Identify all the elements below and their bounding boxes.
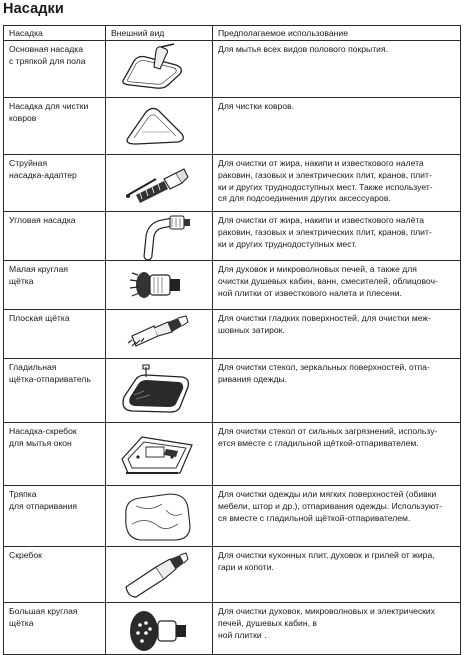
accessories-table (3, 25, 461, 655)
row-usage: Для мытья всех видов полового покрытия. (213, 41, 461, 98)
row-appearance (106, 155, 213, 212)
row-appearance (106, 359, 213, 423)
row-name: Струйная насадка-адаптер (4, 155, 106, 212)
table-row (4, 98, 461, 155)
row-appearance (106, 310, 213, 359)
row-name: Плоская щётка (4, 310, 106, 359)
row-appearance (106, 212, 213, 261)
row-usage: Для очистки от жира, накипи и известкового налета раковин, газовых и электрических плит, кранов, плит- ки и других труднодоступных мест. Также использует- ся для подсоединения других аксессуаров. (213, 155, 461, 212)
watermark-blur (320, 628, 460, 654)
page-title: Насадки (3, 1, 64, 17)
row-usage: Для очистки духовок, микроволновых и электрических печей, душевых кабин, в ной плитки . (213, 603, 461, 655)
row-appearance (106, 98, 213, 155)
table-row (4, 310, 461, 359)
table-header-row (4, 26, 461, 41)
row-appearance (106, 486, 213, 547)
header-nozzle: Насадка (4, 26, 106, 41)
row-appearance (106, 547, 213, 603)
row-usage: Для очистки стекол от сильных загрязнений, использу- ется вместе с гладильной щёткой-отпаривателем. (213, 423, 461, 486)
table-row (4, 212, 461, 261)
table-row (4, 603, 461, 655)
row-name: Большая круглая щётка (4, 603, 106, 655)
table-row (4, 155, 461, 212)
row-usage: Для чистки ковров. (213, 98, 461, 155)
header-appearance: Внешний вид (106, 26, 213, 41)
row-usage: Для духовок и микроволновых печей, а также для очистки душевых кабин, ванн, смесителей, облицовоч- ной плитки от известкового налета и плесени. (213, 261, 461, 310)
row-appearance (106, 41, 213, 98)
row-usage: Для очистки стекол, зеркальных поверхностей, отпа- ривания одежды. (213, 359, 461, 423)
row-usage: Для очистки кухонных плит, духовок и грилей от жира, гари и копоти. (213, 547, 461, 603)
row-name: Угловая насадка (4, 212, 106, 261)
table-row (4, 486, 461, 547)
table-row (4, 261, 461, 310)
row-usage: Для очистки одежды или мягких поверхностей (обивки мебели, штор и др.), отпаривания одежды. Используют- ся вместе с гладильной щёткой-отпаривателем. (213, 486, 461, 547)
row-name: Основная насадка с тряпкой для пола (4, 41, 106, 98)
row-name: Малая круглая щётка (4, 261, 106, 310)
row-usage: Для очистки гладких поверхностей, для очистки меж- шовных затирок. (213, 310, 461, 359)
row-name: Скребок (4, 547, 106, 603)
row-name: Гладильная щётка-отпариватель (4, 359, 106, 423)
row-appearance (106, 603, 213, 655)
row-appearance (106, 423, 213, 486)
table-row (4, 41, 461, 98)
row-name: Насадка-скребок для мытья окон (4, 423, 106, 486)
header-usage: Предполагаемое использование (213, 26, 461, 41)
row-appearance (106, 261, 213, 310)
row-name: Насадка для чистки ковров (4, 98, 106, 155)
row-usage: Для очистки от жира, накипи и известкового налёта раковин, газовых и электрических плит, кранов, плит- ки и других труднодоступных мест. (213, 212, 461, 261)
table-row (4, 423, 461, 486)
table-row (4, 547, 461, 603)
row-name: Тряпка для отпаривания (4, 486, 106, 547)
table-row (4, 359, 461, 423)
